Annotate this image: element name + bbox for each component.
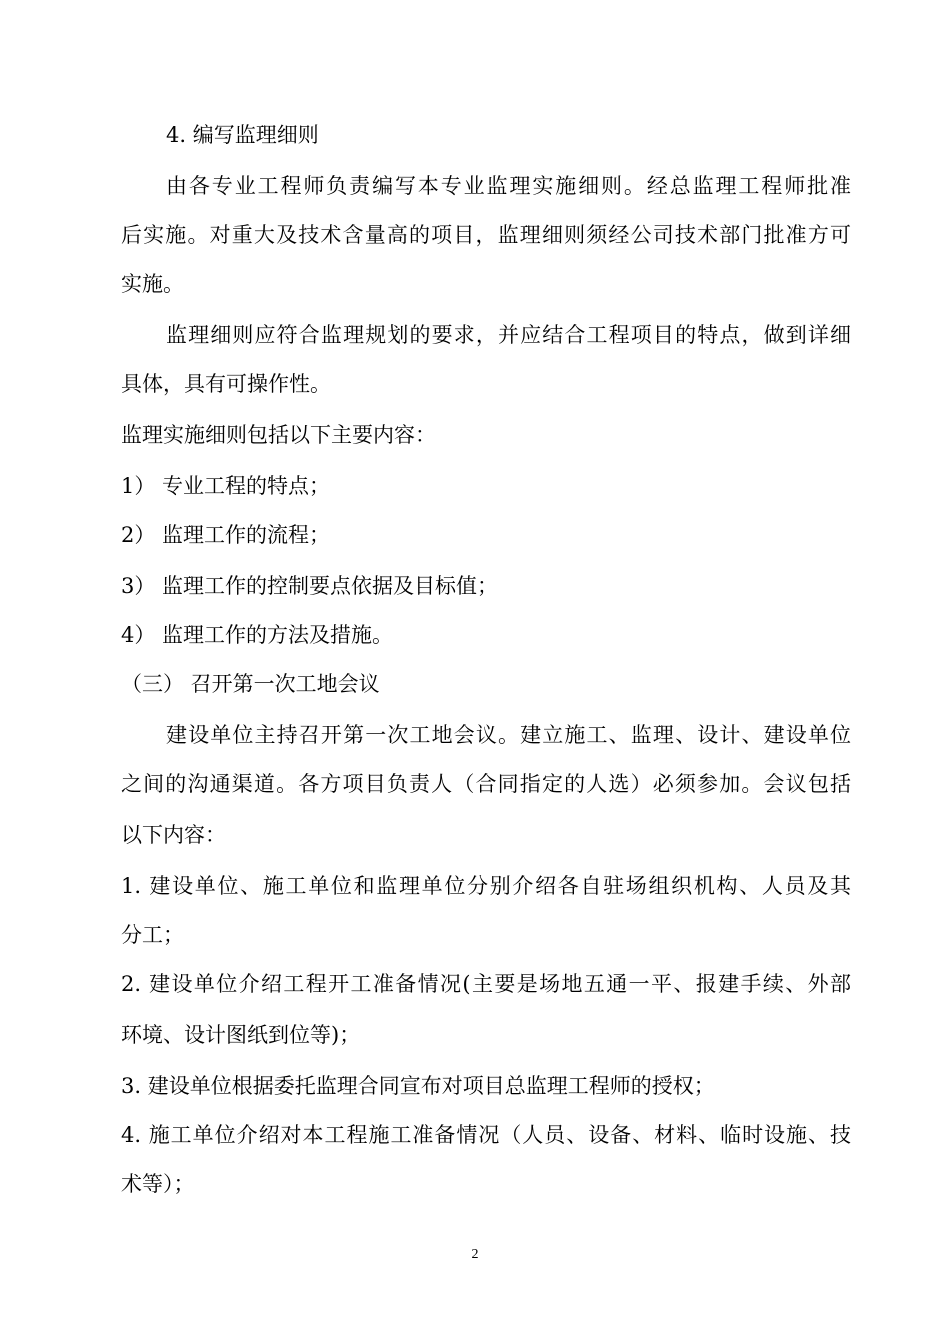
- paragraph-line: 后实施。对重大及技术含量高的项目，监理细则须经公司技术部门批准方可: [121, 223, 851, 247]
- list-item-continuation: 术等）；: [121, 1172, 195, 1196]
- list-item: 1） 专业工程的特点；: [121, 474, 331, 498]
- section-heading: （三） 召开第一次工地会议: [121, 672, 380, 696]
- list-item: 4） 监理工作的方法及措施。: [121, 623, 394, 647]
- paragraph-line: 由各专业工程师负责编写本专业监理实施细则。经总监理工程师批准: [166, 174, 851, 198]
- list-item: 4. 施工单位介绍对本工程施工准备情况（人员、设备、材料、临时设施、技: [121, 1123, 851, 1147]
- list-item: 1. 建设单位、施工单位和监理单位分别介绍各自驻场组织机构、人员及其: [121, 874, 851, 898]
- paragraph-line: 实施。: [121, 272, 184, 296]
- list-item: 3） 监理工作的控制要点依据及目标值；: [121, 574, 499, 598]
- page-number: 2: [471, 1247, 479, 1262]
- list-item: 3. 建设单位根据委托监理合同宣布对项目总监理工程师的授权；: [121, 1074, 715, 1098]
- paragraph-line: 监理细则应符合监理规划的要求，并应结合工程项目的特点，做到详细: [166, 323, 851, 347]
- paragraph-line: 之间的沟通渠道。各方项目负责人（合同指定的人选）必须参加。会议包括: [121, 772, 851, 796]
- list-item: 2） 监理工作的流程；: [121, 523, 331, 547]
- paragraph-line: 以下内容：: [121, 823, 226, 847]
- list-item-continuation: 环境、设计图纸到位等)；: [121, 1023, 361, 1047]
- heading-write-rules: 4. 编写监理细则: [166, 123, 319, 147]
- list-item: 2. 建设单位介绍工程开工准备情况(主要是场地五通一平、报建手续、外部: [121, 972, 851, 996]
- list-intro: 监理实施细则包括以下主要内容：: [121, 423, 436, 447]
- paragraph-line: 具体，具有可操作性。: [121, 372, 331, 396]
- list-item-continuation: 分工；: [121, 923, 184, 947]
- paragraph-line: 建设单位主持召开第一次工地会议。建立施工、监理、设计、建设单位: [166, 723, 851, 747]
